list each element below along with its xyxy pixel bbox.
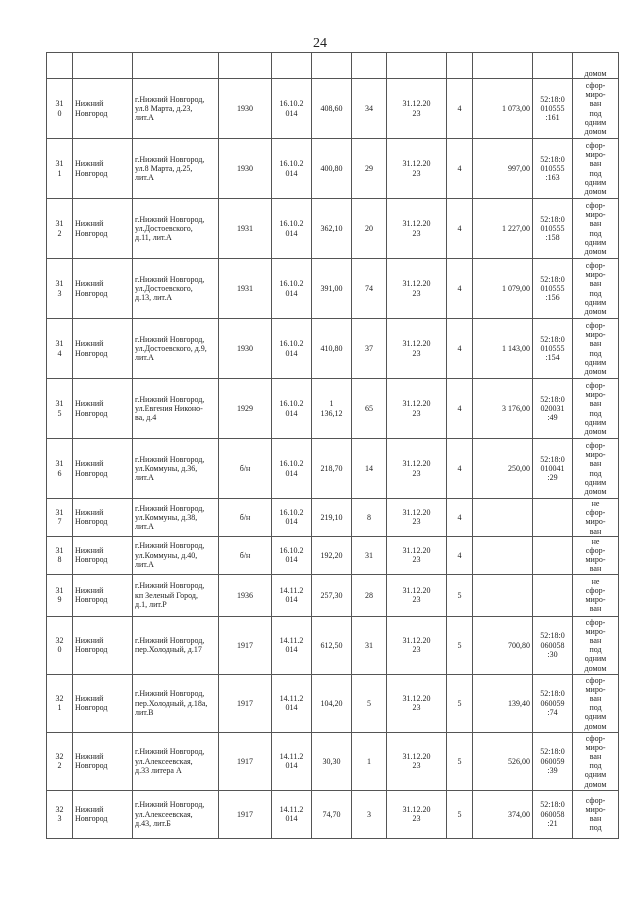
cell-area: 74,70: [312, 790, 352, 838]
cell-deadline: 31.12.20 23: [387, 79, 447, 139]
cell-city: Нижний Новгород: [73, 674, 133, 732]
cell-amount: 3 176,00: [473, 379, 533, 439]
cell-date: 16.10.2 014: [272, 199, 312, 259]
cell-deadline: 31.12.20 23: [387, 319, 447, 379]
cell-address: г.Нижний Новгород, ул.Достоевского, д.13, лит.А: [133, 259, 219, 319]
cell-date: 16.10.2 014: [272, 439, 312, 499]
cell-city: Нижний Новгород: [73, 732, 133, 790]
table-row: [47, 790, 619, 838]
table-row: [47, 732, 619, 790]
cell-city: Нижний Новгород: [73, 139, 133, 199]
cell-row-number: 31 5: [47, 379, 73, 439]
cell-area: 218,70: [312, 439, 352, 499]
cell-note: сфор- миро- ван под одним домом: [573, 732, 619, 790]
table-body: [47, 53, 619, 839]
cell-address: г.Нижний Новгород, ул.Коммуны, д.40, лит.А: [133, 536, 219, 574]
cell-note: сфор- миро- ван под одним домом: [573, 616, 619, 674]
cell-city: Нижний Новгород: [73, 616, 133, 674]
cell-row-number: 31 0: [47, 79, 73, 139]
cell-amount: 997,00: [473, 139, 533, 199]
cell-note: сфор- миро- ван под одним домом: [573, 379, 619, 439]
cell-area: 408,60: [312, 79, 352, 139]
cell-address: г.Нижний Новгород, ул.Коммуны, д.38, лит.А: [133, 499, 219, 537]
cell-cadastral: 52:18:0 060058 :30: [533, 616, 573, 674]
cell-date: 16.10.2 014: [272, 139, 312, 199]
cell-deadline: 31.12.20 23: [387, 379, 447, 439]
cell-note: не сфор- миро- ван: [573, 499, 619, 537]
cell-amount: 526,00: [473, 732, 533, 790]
cell-date: 16.10.2 014: [272, 379, 312, 439]
cell-cadastral: 52:18:0 060059 :39: [533, 732, 573, 790]
cell-phase: 5: [447, 574, 473, 616]
table-row: [47, 574, 619, 616]
cell-city: Нижний Новгород: [73, 199, 133, 259]
cell-phase: 4: [447, 199, 473, 259]
housing-register-table: [46, 52, 619, 839]
cell-cadastral: 52:18:0 010555 :154: [533, 319, 573, 379]
cell-city: Нижний Новгород: [73, 379, 133, 439]
table-row: [47, 379, 619, 439]
cell-amount: [473, 499, 533, 537]
cell-cadastral: [533, 574, 573, 616]
cell-year: 1936: [219, 574, 272, 616]
cell-phase: 4: [447, 139, 473, 199]
cell-date: 14.11.2 014: [272, 732, 312, 790]
table-row: [47, 79, 619, 139]
cell-amount: 700,80: [473, 616, 533, 674]
cell-count: 31: [352, 616, 387, 674]
cell-address: г.Нижний Новгород, ул.Евгения Никоно- ва, д.4: [133, 379, 219, 439]
cell-area: 410,80: [312, 319, 352, 379]
table-row: [47, 139, 619, 199]
cell-count: 28: [352, 574, 387, 616]
cell-city: Нижний Новгород: [73, 499, 133, 537]
cell-note: сфор- миро- ван под: [573, 790, 619, 838]
cell-deadline: 31.12.20 23: [387, 674, 447, 732]
cell-date: 16.10.2 014: [272, 536, 312, 574]
cell-row-number: 31 8: [47, 536, 73, 574]
cell-year: 1917: [219, 732, 272, 790]
cell-address: г.Нижний Новгород, ул.Коммуны, д.36, лит.А: [133, 439, 219, 499]
cell-area: 104,20: [312, 674, 352, 732]
cell-row-number: 31 2: [47, 199, 73, 259]
cell-area: 30,30: [312, 732, 352, 790]
cell-phase: 5: [447, 790, 473, 838]
cell-count: 29: [352, 139, 387, 199]
cell-area: 219,10: [312, 499, 352, 537]
cell-count: 14: [352, 439, 387, 499]
cell-count: 3: [352, 790, 387, 838]
cell-phase: 5: [447, 674, 473, 732]
cell-count: 37: [352, 319, 387, 379]
cell-row-number: 32 2: [47, 732, 73, 790]
cell-date: 16.10.2 014: [272, 79, 312, 139]
cell-row-number: 31 9: [47, 574, 73, 616]
cell-note: сфор- миро- ван под одним домом: [573, 439, 619, 499]
cell-area: 1 136,12: [312, 379, 352, 439]
cell-cadastral: [533, 536, 573, 574]
cell-deadline: 31.12.20 23: [387, 199, 447, 259]
cell-date: 14.11.2 014: [272, 574, 312, 616]
cell-year: 1931: [219, 259, 272, 319]
cell-address: г.Нижний Новгород, пер.Холодный, д.17: [133, 616, 219, 674]
cell-phase: 4: [447, 259, 473, 319]
cell-note: сфор- миро- ван под одним домом: [573, 139, 619, 199]
cell-amount: [473, 536, 533, 574]
table-row: [47, 319, 619, 379]
cell-address: г.Нижний Новгород, ул.Достоевского, д.11, лит.А: [133, 199, 219, 259]
cell-area: 192,20: [312, 536, 352, 574]
cell-year: 1931: [219, 199, 272, 259]
cell-note: домом: [573, 53, 619, 79]
cell-phase: 4: [447, 379, 473, 439]
cell-area: 362,10: [312, 199, 352, 259]
cell-count: 65: [352, 379, 387, 439]
cell-note: сфор- миро- ван под одним домом: [573, 674, 619, 732]
cell-date: 14.11.2 014: [272, 674, 312, 732]
cell-note: сфор- миро- ван под одним домом: [573, 79, 619, 139]
cell-count: 5: [352, 674, 387, 732]
cell-deadline: 31.12.20 23: [387, 536, 447, 574]
cell-row-number: 32 3: [47, 790, 73, 838]
table-row: [47, 536, 619, 574]
cell-year: б/н: [219, 499, 272, 537]
cell-cadastral: 52:18:0 010555 :156: [533, 259, 573, 319]
cell-address: г.Нижний Новгород, кп Зеленый Город, д.1, лит.Р: [133, 574, 219, 616]
cell-count: 20: [352, 199, 387, 259]
cell-year: 1930: [219, 139, 272, 199]
cell-amount: 1 073,00: [473, 79, 533, 139]
cell-row-number: 31 3: [47, 259, 73, 319]
cell-phase: 4: [447, 439, 473, 499]
cell-cadastral: [533, 499, 573, 537]
cell-area: 391,00: [312, 259, 352, 319]
cell-city: Нижний Новгород: [73, 259, 133, 319]
page-number: 24: [313, 36, 327, 51]
table-row: [47, 259, 619, 319]
cell-phase: 4: [447, 536, 473, 574]
cell-year: 1929: [219, 379, 272, 439]
cell-year: 1930: [219, 319, 272, 379]
cell-address: г.Нижний Новгород, ул.Алексеевская, д.33 литера А: [133, 732, 219, 790]
cell-cadastral: 52:18:0 010555 :158: [533, 199, 573, 259]
cell-note: не сфор- миро- ван: [573, 574, 619, 616]
cell-amount: 1 227,00: [473, 199, 533, 259]
cell-year: 1917: [219, 790, 272, 838]
cell-deadline: 31.12.20 23: [387, 139, 447, 199]
cell-cadastral: 52:18:0 020031 :49: [533, 379, 573, 439]
cell-cadastral: 52:18:0 010041 :29: [533, 439, 573, 499]
cell-date: 14.11.2 014: [272, 616, 312, 674]
cell-row-number: 31 1: [47, 139, 73, 199]
cell-city: Нижний Новгород: [73, 790, 133, 838]
cell-amount: 1 143,00: [473, 319, 533, 379]
cell-count: 34: [352, 79, 387, 139]
cell-date: 16.10.2 014: [272, 319, 312, 379]
cell-deadline: 31.12.20 23: [387, 732, 447, 790]
table-row: [47, 499, 619, 537]
cell-area: 257,30: [312, 574, 352, 616]
cell-deadline: 31.12.20 23: [387, 574, 447, 616]
cell-city: Нижний Новгород: [73, 536, 133, 574]
table-row: [47, 674, 619, 732]
cell-address: г.Нижний Новгород, ул.Алексеевская, д.43, лит.Б: [133, 790, 219, 838]
cell-deadline: 31.12.20 23: [387, 790, 447, 838]
cell-row-number: 31 7: [47, 499, 73, 537]
cell-deadline: 31.12.20 23: [387, 616, 447, 674]
cell-city: Нижний Новгород: [73, 79, 133, 139]
cell-area: 612,50: [312, 616, 352, 674]
cell-cadastral: 52:18:0 060058 :21: [533, 790, 573, 838]
cell-amount: 250,00: [473, 439, 533, 499]
cell-phase: 4: [447, 79, 473, 139]
cell-phase: 5: [447, 732, 473, 790]
table-row: [47, 199, 619, 259]
cell-address: г.Нижний Новгород, ул.Достоевского, д.9, лит.А: [133, 319, 219, 379]
cell-deadline: 31.12.20 23: [387, 439, 447, 499]
cell-deadline: 31.12.20 23: [387, 259, 447, 319]
cell-row-number: 32 0: [47, 616, 73, 674]
cell-amount: 1 079,00: [473, 259, 533, 319]
cell-row-number: 32 1: [47, 674, 73, 732]
cell-count: 8: [352, 499, 387, 537]
cell-year: б/н: [219, 536, 272, 574]
cell-area: 400,80: [312, 139, 352, 199]
cell-address: г.Нижний Новгород, ул.8 Марта, д.25, лит.А: [133, 139, 219, 199]
cell-date: 14.11.2 014: [272, 790, 312, 838]
cell-amount: 139,40: [473, 674, 533, 732]
cell-deadline: 31.12.20 23: [387, 499, 447, 537]
cell-phase: 4: [447, 319, 473, 379]
cell-note: не сфор- миро- ван: [573, 536, 619, 574]
cell-count: 1: [352, 732, 387, 790]
cell-address: г.Нижний Новгород, пер.Холодный, д.18а, лит.В: [133, 674, 219, 732]
cell-note: сфор- миро- ван под одним домом: [573, 199, 619, 259]
cell-cadastral: 52:18:0 010555 :161: [533, 79, 573, 139]
cell-note: сфор- миро- ван под одним домом: [573, 259, 619, 319]
cell-amount: 374,00: [473, 790, 533, 838]
cell-note: сфор- миро- ван под одним домом: [573, 319, 619, 379]
cell-address: г.Нижний Новгород, ул.8 Марта, д.23, лит.А: [133, 79, 219, 139]
cell-cadastral: 52:18:0 060059 :74: [533, 674, 573, 732]
table-row-continuation: [47, 53, 619, 79]
cell-year: б/н: [219, 439, 272, 499]
cell-phase: 5: [447, 616, 473, 674]
cell-date: 16.10.2 014: [272, 259, 312, 319]
cell-cadastral: 52:18:0 010555 :163: [533, 139, 573, 199]
cell-count: 31: [352, 536, 387, 574]
cell-year: 1917: [219, 616, 272, 674]
cell-date: 16.10.2 014: [272, 499, 312, 537]
cell-city: Нижний Новгород: [73, 574, 133, 616]
cell-count: 74: [352, 259, 387, 319]
cell-row-number: 31 6: [47, 439, 73, 499]
cell-phase: 4: [447, 499, 473, 537]
cell-city: Нижний Новгород: [73, 319, 133, 379]
cell-amount: [473, 574, 533, 616]
table-row: [47, 616, 619, 674]
cell-city: Нижний Новгород: [73, 439, 133, 499]
table-row: [47, 439, 619, 499]
cell-year: 1930: [219, 79, 272, 139]
cell-row-number: 31 4: [47, 319, 73, 379]
cell-year: 1917: [219, 674, 272, 732]
